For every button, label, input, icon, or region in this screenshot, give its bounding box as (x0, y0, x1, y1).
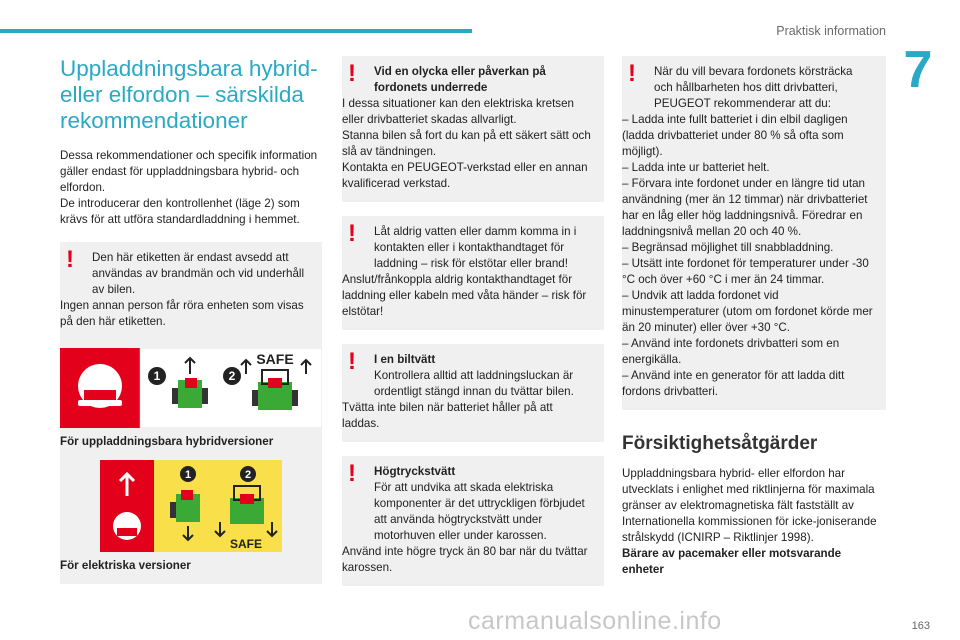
column-1 (60, 56, 322, 584)
hybrid-label-caption: För uppladdningsbara hybridversioner (60, 435, 274, 448)
precautions-text: Uppladdningsbara hybrid- eller elfordon har utvecklats i enlighet med riktlinjerna för maximala gränser av elektromagnetiska fält fastställt av Internationella kommissionen för icke-joniserande strålskydd (ICNIRP – Riktlinjer 1998). (622, 467, 877, 544)
carwash-text-2: Tvätta inte bilen när batteriet håller på att laddas. (342, 401, 553, 430)
column-3 (622, 56, 886, 578)
pacemaker-heading: Bärare av pacemaker eller motsvarande enheter (622, 547, 842, 576)
precautions-title: Försiktighetsåtgärder (622, 433, 818, 454)
warning-icon: ! (628, 60, 636, 87)
hybrid-label-image (60, 348, 322, 428)
column-2 (342, 56, 604, 600)
warning-box-label (60, 242, 322, 340)
ev-safe-text: SAFE (229, 537, 263, 551)
warning-box-battery (622, 56, 886, 410)
pressure-wash-title: Högtryckstvätt (374, 465, 456, 478)
pressure-wash-text-2: Använd inte högre tryck än 80 bar när du tvättar karossen. (342, 545, 588, 574)
firefighter-helmet-icon (78, 364, 122, 408)
warning-box-carwash (342, 344, 604, 442)
accident-text-3: Kontakta en PEUGEOT-verkstad eller en annan kvalificerad verkstad. (342, 161, 588, 190)
warning-text-1: Den här etiketten är endast avsedd att användas av brandmän och vid underhåll av bilen. (92, 251, 305, 296)
page-title: Uppladdningsbara hybrid- eller elfordon – särskilda rekommendationer (60, 56, 318, 133)
warning-icon: ! (348, 460, 356, 487)
battery-text-7: – Använd inte fordonets drivbatteri som en energikälla. (622, 337, 840, 366)
ev-label-image (60, 460, 322, 552)
page-number: 163 (911, 620, 930, 632)
warning-box-water (342, 216, 604, 330)
battery-text-1: – Ladda inte fullt batteriet i din elbil dagligen (ladda drivbatteriet under 80 % så ofta som möjligt). (622, 113, 848, 158)
battery-text-4: – Begränsad möjlighet till snabbladdning. (622, 241, 834, 254)
pressure-wash-text-1: För att undvika att skada elektriska komponenter är det uttryckligen förbjudet att använda högtryckstvätt under motorhuven eller under karossen. (374, 481, 585, 542)
firefighter-helmet-icon (113, 512, 141, 540)
warning-icon: ! (348, 220, 356, 247)
safe-text: SAFE (256, 351, 294, 367)
water-text-1: Låt aldrig vatten eller damm komma in i kontakten eller i kontakthandtaget för laddning – risk för elstötar eller brand! (374, 225, 577, 270)
water-text-2: Anslut/frånkoppla aldrig kontakthandtaget för laddning eller kabeln med våta händer – risk för elstötar! (342, 273, 587, 318)
header-accent-bar (0, 29, 472, 33)
label-number-1: 1 (153, 369, 161, 383)
chapter-number: 7 (903, 41, 933, 99)
battery-text-3: – Förvara inte fordonet under en längre tid utan användning (mer än 12 timmar) när drivbatteriet har en låg eller hög laddningsnivå. Föredrar en laddningsnivå mellan 20 och 40 %. (622, 177, 868, 238)
intro-paragraph-1: Dessa rekommendationer och specifik information gäller endast för uppladdningsbara hybrid- och elfordon. (60, 149, 318, 194)
battery-text-5: – Utsätt inte fordonet för temperaturer under -30 °C och över +60 °C i mer än 24 timmar. (622, 257, 869, 286)
warning-text-2: Ingen annan person får röra enheten som visas på den här etiketten. (60, 299, 304, 328)
watermark: carmanualsonline.info (468, 607, 722, 635)
battery-text-8: – Använd inte en generator för att ladda ditt fordons drivbatteri. (622, 369, 845, 398)
battery-text-6: – Undvik att ladda fordonet vid minustemperaturer (utom om fordonet körde mer än 20 minuter) eller över +30 °C. (622, 289, 873, 334)
ev-label-caption: För elektriska versioner (60, 559, 191, 572)
carwash-text-1: Kontrollera alltid att laddningsluckan är ordentligt stängd innan du tvättar bilen. (374, 369, 574, 398)
section-header: Praktisk information (776, 24, 886, 38)
warning-icon: ! (348, 60, 356, 87)
warning-icon: ! (348, 348, 356, 375)
ev-label-number-1: 1 (184, 469, 192, 481)
warning-box-pressure-wash (342, 456, 604, 586)
label-section (60, 340, 322, 584)
battery-text-0: När du vill bevara fordonets körsträcka och hållbarheten hos ditt drivbatteri, PEUGEOT rekommenderar att du: (654, 65, 853, 110)
accident-text-2: Stanna bilen så fort du kan på ett säkert sätt och slå av tändningen. (342, 129, 591, 158)
label-number-2: 2 (228, 369, 236, 383)
warning-icon: ! (66, 246, 74, 273)
ev-label-number-2: 2 (244, 469, 252, 481)
carwash-title: I en biltvätt (374, 353, 436, 366)
accident-title: Vid en olycka eller påverkan på fordonets underrede (374, 65, 546, 94)
intro-paragraph-2: De introducerar den kontrollenhet (läge 2) som krävs för att utföra standardladdning i hemmet. (60, 197, 300, 226)
accident-text-1: I dessa situationer kan den elektriska kretsen eller drivbatteriet skadas allvarligt. (342, 97, 574, 126)
battery-text-2: – Ladda inte ur batteriet helt. (622, 161, 770, 174)
warning-box-accident (342, 56, 604, 202)
